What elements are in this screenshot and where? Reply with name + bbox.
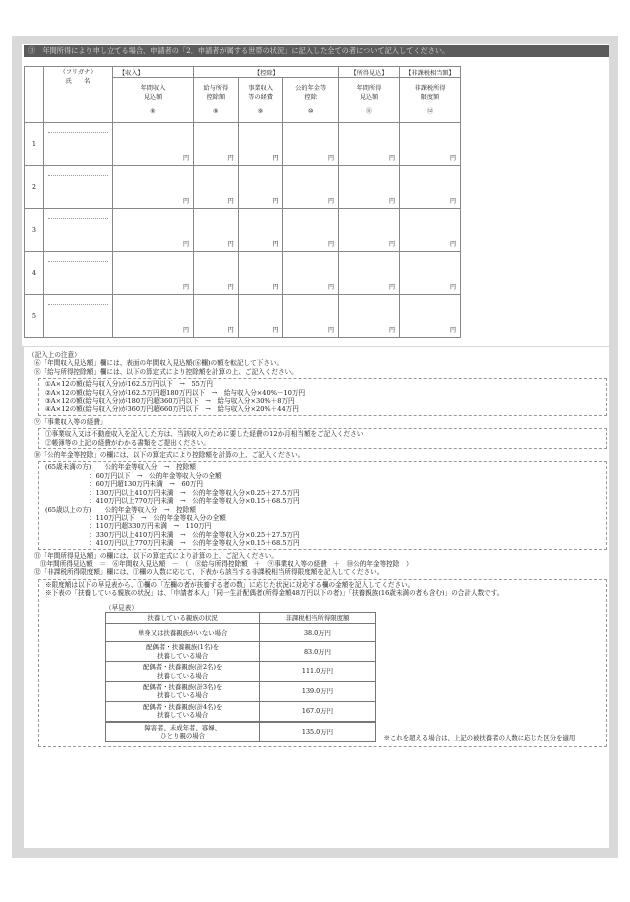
quick-table-row: 障害者、未成年者、寡婦、 ひとり親の場合 135.0万円 xyxy=(106,722,376,742)
amount-input-cell[interactable]: 円 xyxy=(113,123,194,166)
amount-input-cell[interactable]: 円 xyxy=(283,123,339,166)
notes-section: （記入上の注意） ⑥「年間収入見込額」欄には、表面の年間収入見込額(⑥欄)の額を転記して下さい。 ⑧「給与所得控除額」欄には、以下の算定式により控除額を計算の上、ご記入ください。 ①A×12の額(給与収入分)が162.5万円以下 → 55万円 ②A×12の額(給与収入分)が162.5万円超180万円以下 → 給与収入分×40%－10万円 ③A×12の額(給与収入分)が180万円超360万円以下 → 給与収入分×30%＋8万円 ④A×12の額(給与収入分)が360万円超660万円以下 → 給与収入分×20%＋44万円 ⑨「事業収入等の経費」 ①事業収入又は不動産収入を記入した方は、当該収入のために要した経費の12か月相当額をご記入ください ②帳簿等の上記の経費がわかる書類をご提出ください。 ⑩「公的年金等控除」の欄には、以下の算定式により控除額を計算の上、ご記入ください。 (65歳未満の方) 公的年金等収入分 → 控除額 ：60万円以下 → 公的年金等収入分の全額 ：60万円超130万円未満 → 60万円 ：130万円以上410万円未満 → 公的年金等収入分×0.25＋27.5万円 ：410万円以上770万円未満 → 公的年金等収入分×0.15＋68.5万円 (65歳以上の方) 公的年金等収入分 → 控除額 ：110万円以下 → 公的年金等収入分の全額 ：110万円超330万円未満 → 110万円 ：330万円以上410万円未満 → 公的年金等収入分×0.25＋27.5万円 ：410万円以上770万円未満 → 公的年金等収入分×0.15＋68.5万円 ⑪「年間所得見込額」の欄には、以下の算定式により計算の上、ご記入ください。 ⑪年間所得見込額 ＝ ⑥年間収入見込額 － （ ⑧給与所得控除額 ＋ ⑨事業収入等の経費 ＋ ⑩公的年金等控除 ） ⑫「非課税所得限度額」欄には、①欄の人数に応じて、下表から該当する非課税相当所得限度額を記入してください。 ※限度額は以下の早見表から、①欄の「左欄の者が扶養する者の数」に応じた状況に対応する欄の金額を記入してください。 ※下表の「扶養している親族の状況」は、「申請者本人」「同一生計配偶者(所得金額48万円以下の者)」「扶養親族(16歳未満の者も含む)」の合計人数です。 （早見表） 扶養している親族の状況 非課税相当所得限度額 単身又は扶養親族がいない場合 38.0万円 配偶者・扶養親族(1名)を 扶養している場合 83.0万円 配偶者・扶養親族(計2名)を 扶養している場合 111.0万円 配偶者・扶養親族(計3名)を 扶養している場合 139.0万円 配偶者・扶養親族(計4名)を 扶養している場合 167.0万円 障害者、未成年者、寡婦、 ひとり親の場合 135.0万円 ※これを超える場合は、上記の被扶養者の人数に応じた区分を適用 xyxy=(24,347,609,848)
row-number: 4 xyxy=(25,252,44,295)
column-header-4: 公的年金等 控除 ⑩ xyxy=(283,78,339,123)
note-line: ④A×12の額(給与収入分)が360万円超660万円以下 → 給与収入分×20%＋44万円 xyxy=(45,405,299,414)
note-line: ①A×12の額(給与収入分)が162.5万円以下 → 55万円 xyxy=(45,380,214,389)
expected-group-header: 【所得見込】 xyxy=(339,67,400,78)
note-line: ：330万円以上410万円未満 → 公的年金等収入分×0.25＋27.5万円 xyxy=(89,530,300,539)
note-line: ※下表の「扶養している親族の状況」は、「申請者本人」「同一生計配偶者(所得金額48万円以下の者)」「扶養親族(16歳未満の者も含む)」の合計人数です。 xyxy=(45,589,504,598)
exempt-group-header: 【非課税相当額】 xyxy=(400,67,461,78)
name-input-cell[interactable] xyxy=(44,252,113,295)
table-row xyxy=(25,295,461,338)
column-header-2: 給与所得 控除額 ⑧ xyxy=(194,78,239,123)
name-input-cell[interactable] xyxy=(44,166,113,209)
amount-input-cell[interactable]: 円 xyxy=(113,209,194,252)
note-line: ②A×12の額(給与収入分)が162.5万円超180万円以下 → 給与収入分×40%－10万円 xyxy=(45,388,306,397)
amount-input-cell[interactable]: 円 xyxy=(400,295,461,338)
row-number: 5 xyxy=(25,295,44,338)
table-row xyxy=(25,252,461,295)
name-header: （フリガナ） 氏 名 xyxy=(44,67,113,123)
quick-table-row: 配偶者・扶養親族(1名)を 扶養している場合 83.0万円 xyxy=(106,642,376,662)
row-number-header xyxy=(25,67,44,123)
note-line: (65歳未満の方) 公的年金等収入分 → 控除額 xyxy=(45,463,196,472)
quick-table-row: 配偶者・扶養親族(計4名)を 扶養している場合 167.0万円 xyxy=(106,701,376,721)
row-number: 2 xyxy=(25,166,44,209)
note-line: ：130万円以上410万円未満 → 公的年金等収入分×0.25＋27.5万円 xyxy=(89,488,300,497)
row-number: 1 xyxy=(25,123,44,166)
note-line: ：60万円超130万円未満 → 60万円 xyxy=(89,480,204,489)
note-line: (65歳以上の方) 公的年金等収入分 → 控除額 xyxy=(45,505,196,514)
note-line: ※限度額は以下の早見表から、①欄の「左欄の者が扶養する者の数」に応じた状況に対応する欄の金額を記入してください。 xyxy=(45,580,415,589)
income-group-header: 【収入】 xyxy=(113,67,194,78)
column-header-5: 年間所得 見込額 ⑪ xyxy=(339,78,400,123)
amount-input-cell[interactable]: 円 xyxy=(339,252,400,295)
amount-input-cell[interactable]: 円 xyxy=(400,166,461,209)
amount-input-cell[interactable]: 円 xyxy=(113,295,194,338)
amount-input-cell[interactable]: 円 xyxy=(238,252,283,295)
quick-table-header: 扶養している親族の状況 xyxy=(106,612,260,623)
amount-input-cell[interactable]: 円 xyxy=(400,252,461,295)
exempt-limit-box: ※限度額は以下の早見表から、①欄の「左欄の者が扶養する者の数」に応じた状況に対応する欄の金額を記入してください。 ※下表の「扶養している親族の状況」は、「申請者本人」「同一生計配偶者(所得金額48万円以下の者)」「扶養親族(16歳未満の者も含む)」の合計人数です。 （早見表） 扶養している親族の状況 非課税相当所得限度額 単身又は扶養親族がいない場合 38.0万円 配偶者・扶養親族(1名)を 扶養している場合 83.0万円 配偶者・扶養親族(計2名)を 扶養している場合 111.0万円 配偶者・扶養親族(計3名)を 扶養している場合 139.0万円 配偶者・扶養親族(計4名)を 扶養している場合 167.0万円 障害者、未成年者、寡婦、 ひとり親の場合 135.0万円 ※これを超える場合は、上記の被扶養者の人数に応じた区分を適用 xyxy=(38,579,607,748)
name-input-cell[interactable] xyxy=(44,209,113,252)
amount-input-cell[interactable]: 円 xyxy=(283,252,339,295)
quick-table-header: 非課税相当所得限度額 xyxy=(260,612,375,623)
name-input-cell[interactable] xyxy=(44,295,113,338)
note-line: ：60万円以下 → 公的年金等収入分の全額 xyxy=(89,471,222,480)
quick-table-row: 配偶者・扶養親族(計2名)を 扶養している場合 111.0万円 xyxy=(106,662,376,682)
quick-table-row: 配偶者・扶養親族(計3名)を 扶養している場合 139.0万円 xyxy=(106,682,376,702)
name-input-cell[interactable] xyxy=(44,123,113,166)
note-line: ②帳簿等の上記の経費がわかる書類をご提出ください。 xyxy=(45,438,210,447)
column-header-1: 年間収入 見込額 ⑥ xyxy=(113,78,194,123)
amount-input-cell[interactable]: 円 xyxy=(400,123,461,166)
amount-input-cell[interactable]: 円 xyxy=(339,209,400,252)
amount-input-cell[interactable]: 円 xyxy=(113,166,194,209)
amount-input-cell[interactable]: 円 xyxy=(238,123,283,166)
note-line: ：110万円以下 → 公的年金等収入分の全額 xyxy=(89,513,226,522)
amount-input-cell[interactable]: 円 xyxy=(113,252,194,295)
column-header-3: 事業収入 等の経費 ⑨ xyxy=(238,78,283,123)
amount-input-cell[interactable]: 円 xyxy=(238,295,283,338)
amount-input-cell[interactable]: 円 xyxy=(194,209,239,252)
table-row xyxy=(25,209,461,252)
deduction-group-header: 【控除】 xyxy=(194,67,339,78)
amount-input-cell[interactable]: 円 xyxy=(194,252,239,295)
amount-input-cell[interactable]: 円 xyxy=(194,295,239,338)
income-table xyxy=(24,66,461,338)
amount-input-cell[interactable]: 円 xyxy=(194,166,239,209)
amount-input-cell[interactable]: 円 xyxy=(283,166,339,209)
amount-input-cell[interactable]: 円 xyxy=(283,209,339,252)
amount-input-cell[interactable]: 円 xyxy=(238,209,283,252)
row-number: 3 xyxy=(25,209,44,252)
table-row xyxy=(25,123,461,166)
table-note: ※これを超える場合は、上記の被扶養者の人数に応じた区分を適用 xyxy=(383,734,576,743)
amount-input-cell[interactable]: 円 xyxy=(194,123,239,166)
pension-deduction-box xyxy=(38,461,607,549)
salary-deduction-box xyxy=(38,378,607,416)
amount-input-cell[interactable]: 円 xyxy=(339,166,400,209)
note-line: ①事業収入又は不動産収入を記入した方は、当該収入のために要した経費の12か月相当額をご記入ください xyxy=(45,430,364,439)
column-header-6: 非課税所得 限度額 ⑫ xyxy=(400,78,461,123)
note-line: ：110万円超330万円未満 → 110万円 xyxy=(89,522,212,531)
amount-input-cell[interactable]: 円 xyxy=(339,295,400,338)
section-header: ③ 年間所得により申し立てる場合、申請者の「2．申請者が属する世帯の状況」に記入した全ての者について記入してください。 xyxy=(24,45,609,57)
amount-input-cell[interactable]: 円 xyxy=(238,166,283,209)
note-line: ：410万円以上770万円未満 → 公的年金等収入分×0.15＋68.5万円 xyxy=(89,497,300,506)
table-row xyxy=(25,166,461,209)
amount-input-cell[interactable]: 円 xyxy=(400,209,461,252)
quick-reference-table xyxy=(105,612,376,742)
quick-table-row: 単身又は扶養親族がいない場合 38.0万円 xyxy=(106,624,376,642)
note-line: ③A×12の額(給与収入分)が180万円超360万円以下 → 給与収入分×30%＋8万円 xyxy=(45,397,295,406)
amount-input-cell[interactable]: 円 xyxy=(339,123,400,166)
note-line: ：410万円以上770万円未満 → 公的年金等収入分×0.15＋68.5万円 xyxy=(89,539,300,548)
amount-input-cell[interactable]: 円 xyxy=(283,295,339,338)
business-expense-box xyxy=(38,428,607,449)
